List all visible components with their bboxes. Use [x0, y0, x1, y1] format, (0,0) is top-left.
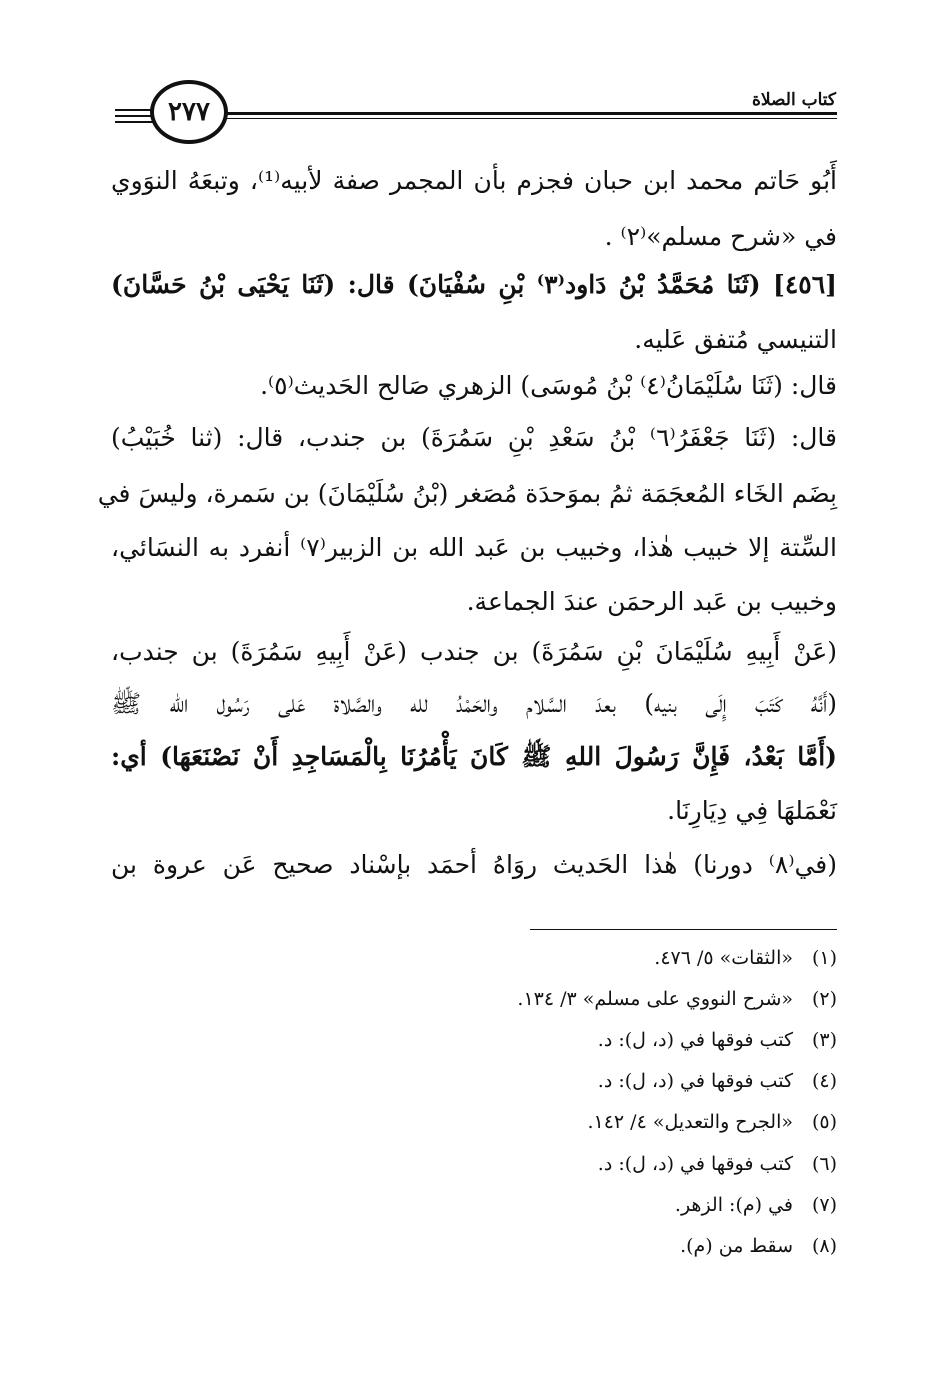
- text-line: نَعْمَلهَا فِي دِيَارِنَا.: [667, 796, 837, 825]
- text-line: قال: (ثَنَا جَعْفَرُ⁽٦⁾ بْنُ سَعْدِ بْنِ سَمُرَةَ) بن جندب، قال: (ثنا خُبَيْبُ): [111, 423, 837, 452]
- footnote-number: (١): [811, 947, 837, 969]
- footnote-number: (٨): [811, 1235, 837, 1257]
- text-line: (أَنَّهُ كَتَبَ إِلَى بنيه) بعدَ السَّلام والحَمْدُ لله والصَّلاة عَلى رَسُول الله ﷺ: [111, 689, 837, 718]
- text-line: قال: (ثَنَا سُلَيْمَانُ⁽٤⁾ بْنُ مُوسَى) الزهري صَالح الحَديث⁽٥⁾.: [260, 371, 837, 400]
- footnote-number: (٧): [811, 1194, 837, 1216]
- footnote-text: كتب فوقها في (د، ل): د.: [597, 1153, 793, 1175]
- text-line: [٤٥٦] (ثَنَا مُحَمَّدُ بْنُ دَاود⁽٣⁾ بْنِ سُفْيَانَ) قال: (ثَنَا يَحْيَى بْنُ حَسَّانَ): [111, 270, 837, 299]
- footnote-separator: [530, 929, 837, 930]
- footnote: [598, 1027, 837, 1053]
- footnote: [517, 986, 837, 1012]
- footnote: [675, 1192, 837, 1218]
- header-rule-thick: [225, 112, 837, 115]
- footnote: [587, 1109, 837, 1135]
- text-line: التنيسي مُتفق عَليه.: [634, 325, 837, 354]
- footnote-text: كتب فوقها في (د، ل): د.: [597, 1070, 793, 1092]
- text-line: في «شرح مسلم»⁽٢⁾ .: [604, 222, 837, 251]
- footnote-number: (٢): [811, 988, 837, 1010]
- footnote-number: (٤): [811, 1070, 837, 1092]
- footnote-text: في (م): الزهر.: [674, 1194, 793, 1216]
- text-line: (أَمَّا بَعْدُ، فَإِنَّ رَسُولَ اللهِ ﷺ كَانَ يَأْمُرُنَا بِالْمَسَاجِدِ أَنْ نَصْنَعَهَا) أي:: [111, 742, 837, 771]
- page-number-badge: [150, 80, 228, 144]
- footnote-text: «شرح النووي على مسلم» ٣/ ١٣٤.: [517, 988, 793, 1010]
- text-line: (عَنْ أَبِيهِ سُلَيْمَانَ بْنِ سَمُرَةَ) بن جندب (عَنْ أَبِيهِ سَمُرَةَ) بن جندب،: [111, 637, 837, 666]
- footnote-text: كتب فوقها في (د، ل): د.: [597, 1029, 793, 1051]
- footnote: [598, 1068, 837, 1094]
- text-line: وخبيب بن عَبد الرحمَن عندَ الجماعة.: [466, 587, 837, 616]
- footnote: [680, 1233, 837, 1259]
- footnote-number: (٥): [811, 1111, 837, 1133]
- text-line: أَبُو حَاتم محمد ابن حبان فجزم بأن المجمر صفة لأبيه⁽¹⁾، وتبعَهُ النوَوي: [111, 166, 837, 195]
- footnote-text: «الثقات» ٥/ ٤٧٦.: [654, 947, 793, 969]
- header-rule-thin: [225, 118, 837, 119]
- text-line: السِّتة إلا خبيب هٰذا، وخبيب بن عَبد الله بن الزبير⁽٧⁾ أنفرد به النسَائي،: [111, 533, 837, 562]
- footnote-text: «الجرح والتعديل» ٤/ ١٤٢.: [587, 1111, 793, 1133]
- text-line: (في⁽٨⁾ دورنا) هٰذا الحَديث روَاهُ أحمَد بإسْناد صحيح عَن عروة بن: [111, 850, 837, 879]
- footnote-number: (٣): [811, 1029, 837, 1051]
- page-number: ٢٧٧: [168, 97, 210, 127]
- running-title: كتاب الصلاة: [746, 90, 836, 110]
- footnote-text: سقط من (م).: [680, 1235, 793, 1257]
- text-line: بِضَم الخَاء المُعجَمَة ثمُ بموَحدَة مُصَغر (بْنُ سُلَيْمَانَ) بن سَمرة، وليسَ في: [97, 479, 837, 508]
- footnote: [654, 945, 837, 971]
- footnote-number: (٦): [811, 1153, 837, 1175]
- footnote: [598, 1151, 837, 1177]
